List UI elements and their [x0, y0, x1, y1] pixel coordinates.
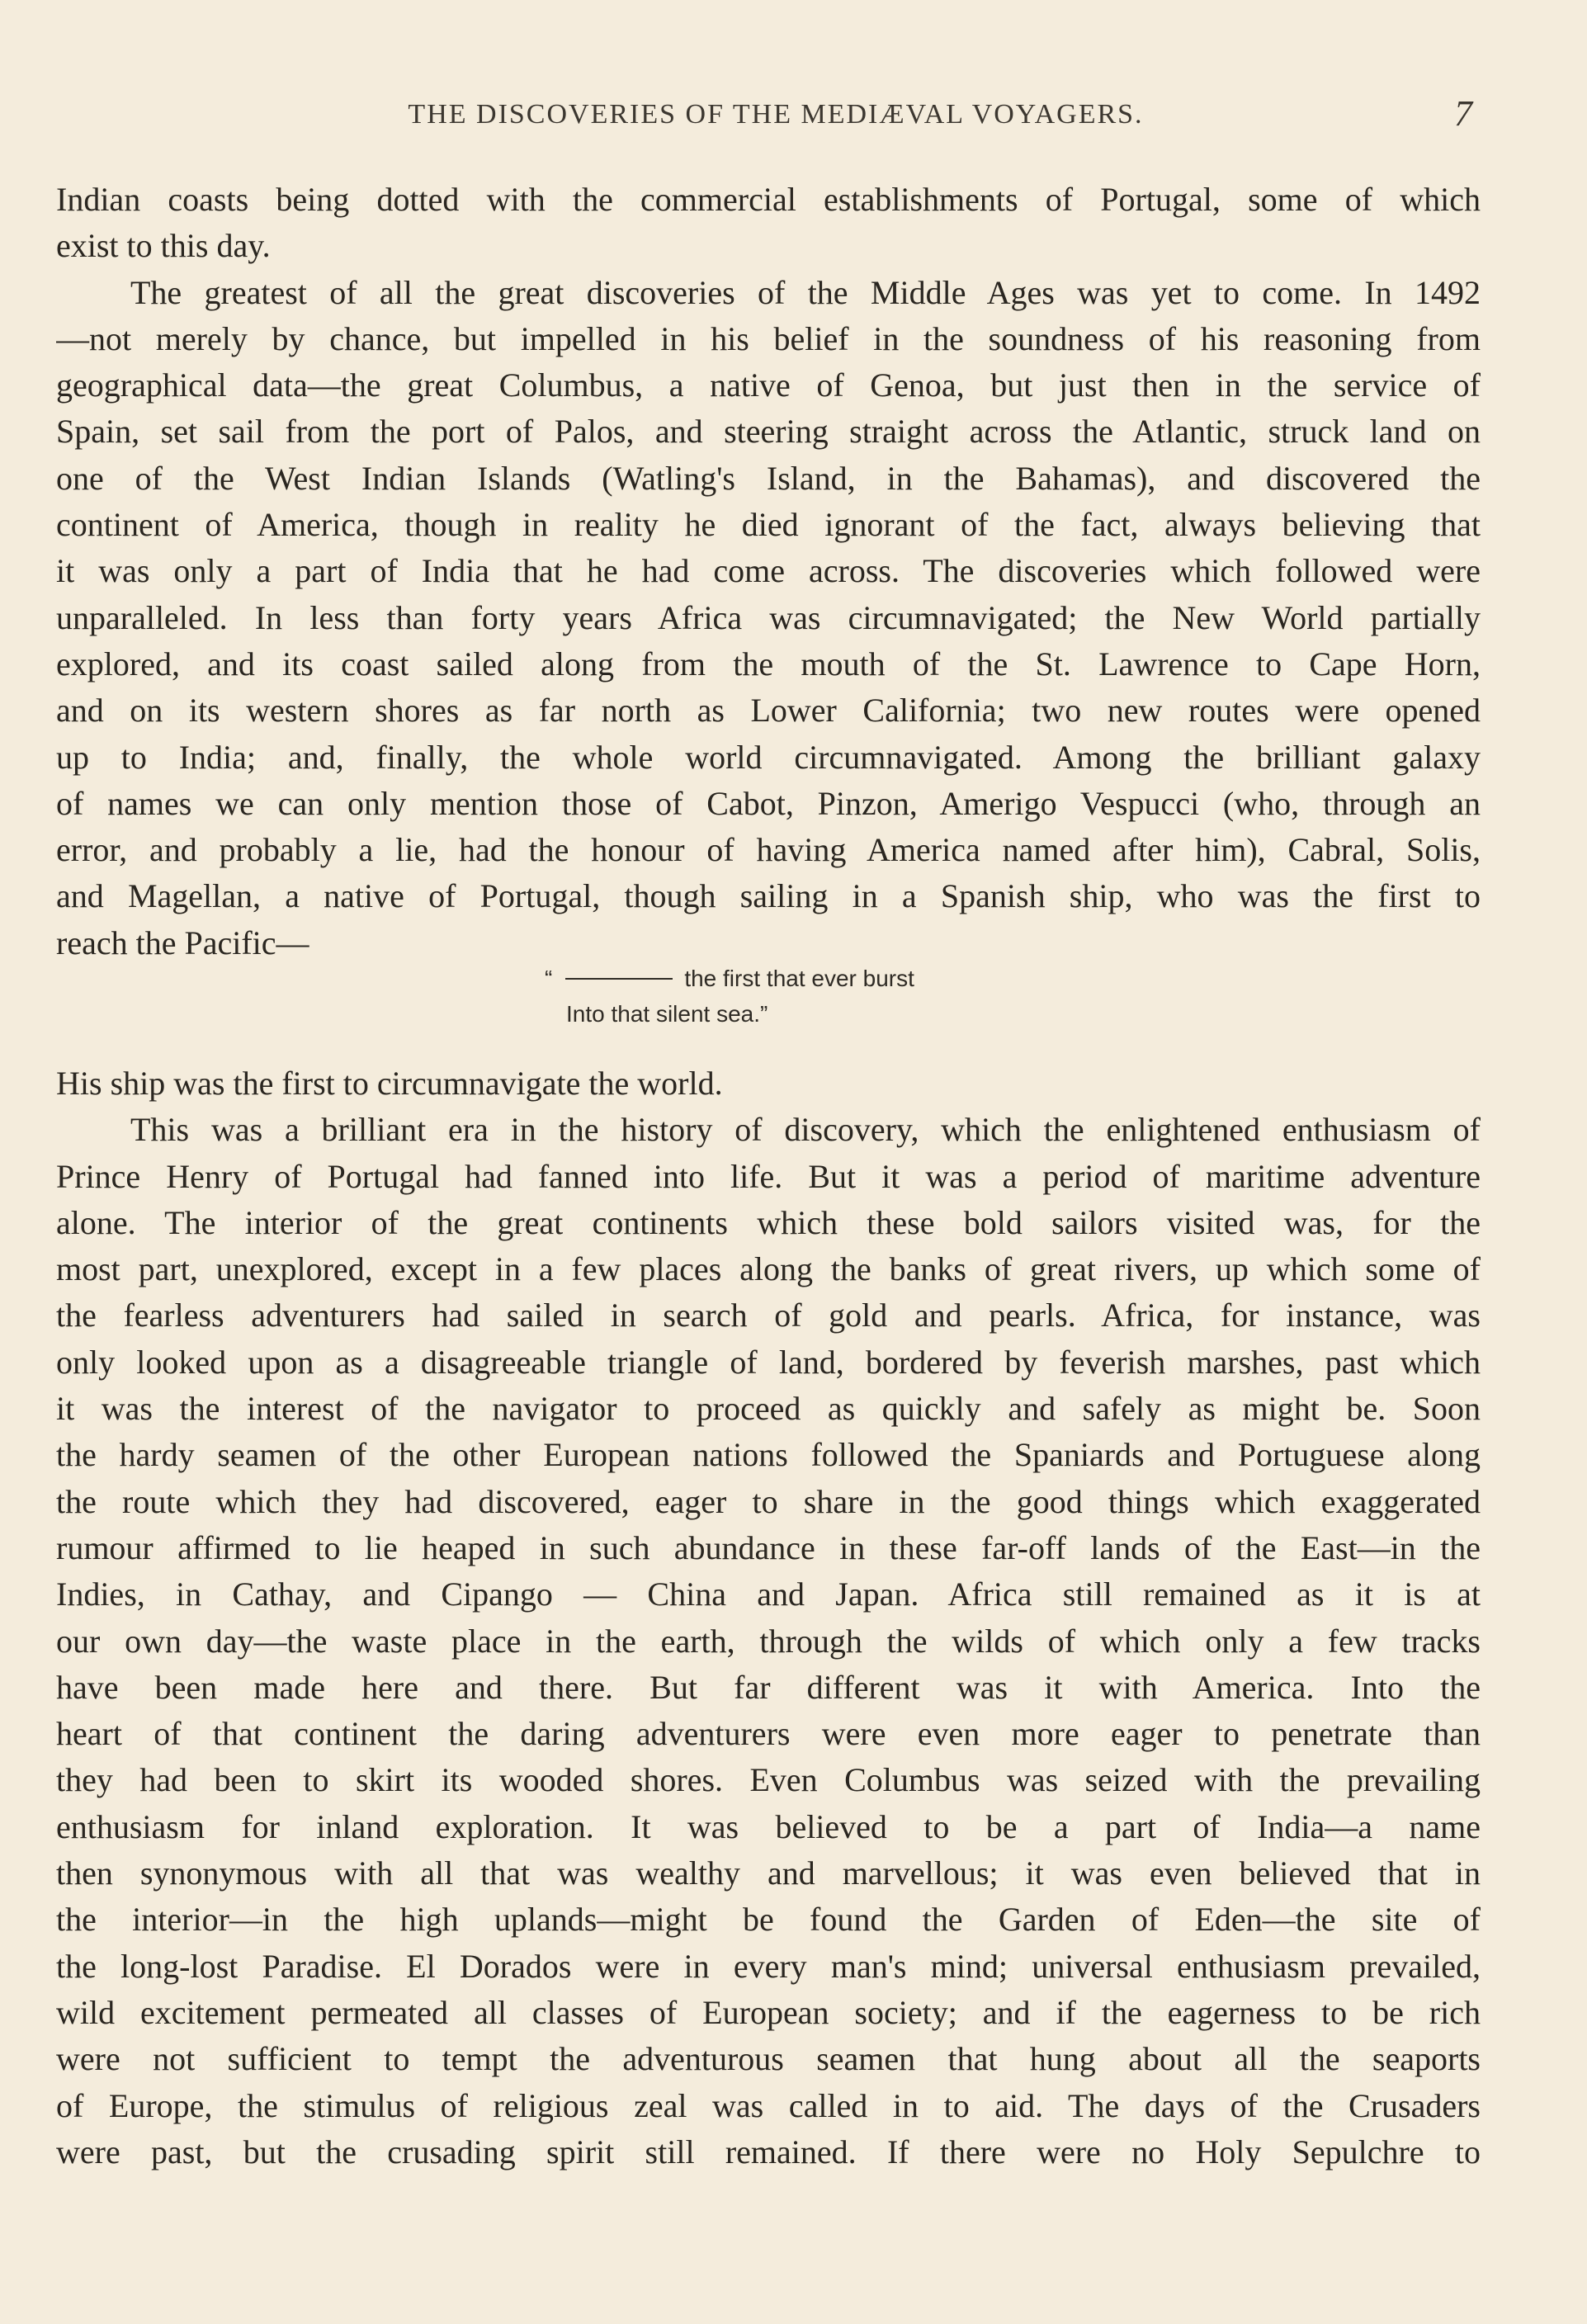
text-line: rumour affirmed to lie heaped in such abundance in these far-off lands of the East—in the: [56, 1528, 1481, 1566]
text-line: the fearless adventurers had sailed in search of gold and pearls. Africa, for instance, was: [56, 1297, 1481, 1334]
text-line: Indian coasts being dotted with the commercial establishments of Portugal, some of which: [56, 181, 1481, 218]
text-line: and on its western shores as far north as Lower California; two new routes were opened: [56, 692, 1481, 730]
text-line: were past, but the crusading spirit still remained. If there were no Holy Sepulchre to: [56, 2133, 1481, 2170]
text-line: have been made here and there. But far different was it with America. Into the: [56, 1668, 1481, 1706]
text-line: heart of that continent the daring adventurers were even more eager to penetrate than: [56, 1715, 1481, 1753]
text-line: the interior—in the high uplands—might be found the Garden of Eden—the site of: [56, 1901, 1481, 1939]
text-line: Prince Henry of Portugal had fanned into life. But it was a period of maritime adventure: [56, 1157, 1481, 1195]
text-line: —not merely by chance, but impelled in his belief in the soundness of his reasoning from: [56, 319, 1481, 357]
verse-line-1: [545, 966, 914, 992]
verse-line-2: Into that silent sea.”: [566, 1001, 768, 1027]
text-line: reach the Pacific—: [56, 923, 309, 961]
text-line: Indies, in Cathay, and Cipango — China and Japan. Africa still remained as it is at: [56, 1575, 1481, 1613]
text-line: Spain, set sail from the port of Palos, and steering straight across the Atlantic, struck land on: [56, 413, 1481, 451]
text-line: one of the West Indian Islands (Watling's Island, in the Bahamas), and discovered the: [56, 459, 1481, 497]
text-line: and Magellan, a native of Portugal, though sailing in a Spanish ship, who was the first to: [56, 877, 1481, 915]
text-line: they had been to skirt its wooded shores. Even Columbus was seized with the prevailing: [56, 1761, 1481, 1799]
text-line: up to India; and, finally, the whole world circumnavigated. Among the brilliant galaxy: [56, 738, 1481, 776]
text-line: our own day—the waste place in the earth, through the wilds of which only a few tracks: [56, 1622, 1481, 1660]
text-line: error, and probably a lie, had the honour of having America named after him), Cabral, Solis,: [56, 831, 1481, 869]
text-line: alone. The interior of the great continents which these bold sailors visited was, for the: [56, 1203, 1481, 1241]
em-dash-rule: [565, 978, 673, 980]
text-line: the long-lost Paradise. El Dorados were in every man's mind; universal enthusiasm prevailed,: [56, 1947, 1481, 1985]
verse-line-1-text: the first that ever burst: [684, 966, 914, 991]
text-line: of Europe, the stimulus of religious zeal was called in to aid. The days of the Crusaders: [56, 2086, 1481, 2124]
text-line: enthusiasm for inland exploration. It was believed to be a part of India—a name: [56, 1807, 1481, 1845]
page-number: 7: [1454, 93, 1472, 134]
text-line: This was a brilliant era in the history of discovery, which the enlightened enthusiasm of: [130, 1111, 1481, 1149]
text-line: geographical data—the great Columbus, a native of Genoa, but just then in the service of: [56, 366, 1481, 404]
text-line: the hardy seamen of the other European nations followed the Spaniards and Portuguese along: [56, 1436, 1481, 1474]
text-line: wild excitement permeated all classes of European society; and if the eagerness to be rich: [56, 1993, 1481, 2031]
text-line: The greatest of all the great discoveries of the Middle Ages was yet to come. In 1492: [130, 273, 1481, 311]
text-line: only looked upon as a disagreeable triangle of land, bordered by feverish marshes, past which: [56, 1343, 1481, 1381]
text-line: continent of America, though in reality he died ignorant of the fact, always believing that: [56, 506, 1481, 544]
text-block-2: [56, 1060, 1481, 2175]
text-line: it was the interest of the navigator to proceed as quickly and safely as might be. Soon: [56, 1390, 1481, 1428]
text-line: the route which they had discovered, eager to share in the good things which exaggerated: [56, 1482, 1481, 1520]
text-line: then synonymous with all that was wealthy and marvellous; it was even believed that in: [56, 1854, 1481, 1892]
text-line: exist to this day.: [56, 227, 271, 265]
text-line: unparalleled. In less than forty years Africa was circumnavigated; the New World partially: [56, 598, 1481, 636]
text-line: most part, unexplored, except in a few places along the banks of great rivers, up which some of: [56, 1250, 1481, 1288]
text-line: explored, and its coast sailed along from the mouth of the St. Lawrence to Cape Horn,: [56, 645, 1481, 683]
running-head: THE DISCOVERIES OF THE MEDIÆVAL VOYAGERS.: [408, 99, 1144, 130]
text-block-1: [56, 177, 1481, 966]
text-line: it was only a part of India that he had come across. The discoveries which followed were: [56, 552, 1481, 590]
text-line: were not sufficient to tempt the adventurous seamen that hung about all the seaports: [56, 2040, 1481, 2078]
open-quote: “: [545, 966, 553, 991]
text-line: of names we can only mention those of Cabot, Pinzon, Amerigo Vespucci (who, through an: [56, 784, 1481, 822]
text-line: His ship was the first to circumnavigate the world.: [56, 1065, 723, 1102]
